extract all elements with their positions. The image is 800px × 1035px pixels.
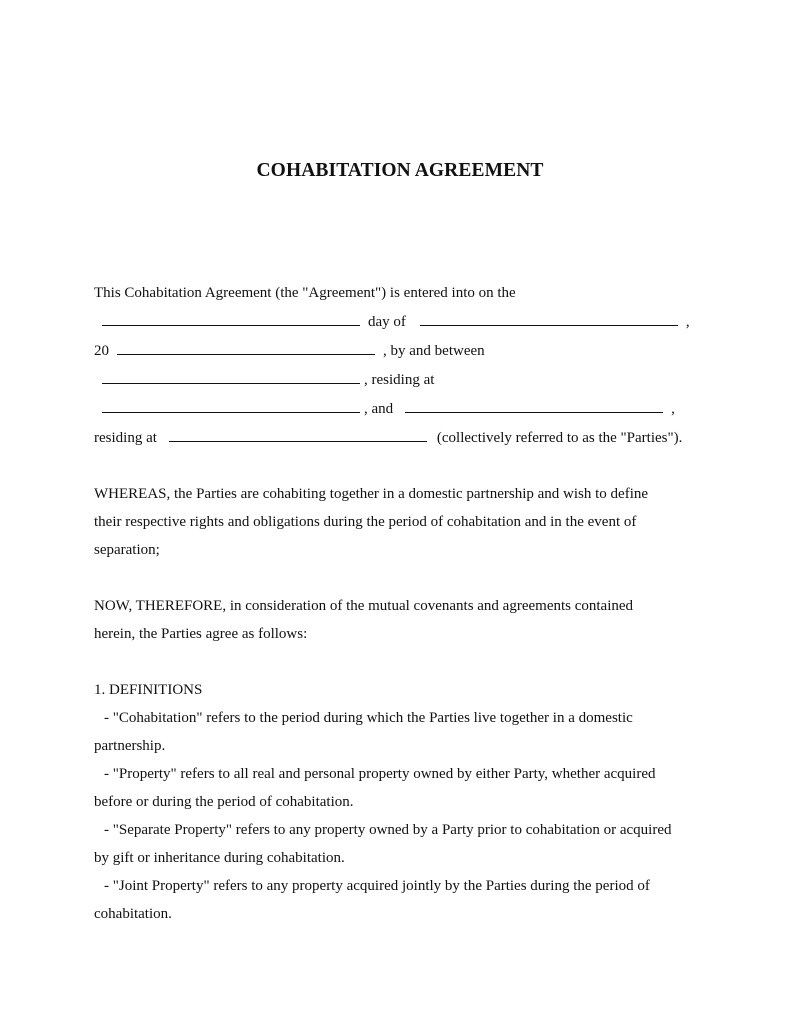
party1-address-blank[interactable] [102, 400, 360, 413]
year-prefix: 20 [94, 343, 109, 359]
definition-line: before or during the period of cohabitation. [94, 794, 354, 810]
party1-name-blank[interactable] [102, 371, 360, 384]
party2-residence-line [94, 428, 682, 448]
date-line [102, 312, 690, 332]
year-blank[interactable] [117, 342, 375, 355]
whereas-line: separation; [94, 542, 160, 558]
by-and-between-label: , by and between [383, 343, 485, 359]
party1-line [102, 370, 434, 390]
definition-line: - "Joint Property" refers to any property acquired jointly by the Parties during the period of [104, 878, 650, 894]
definition-line: - "Cohabitation" refers to the period during which the Parties live together in a domestic [104, 710, 633, 726]
definition-line: - "Property" refers to all real and personal property owned by either Party, whether acquired [104, 766, 656, 782]
section-heading: 1. DEFINITIONS [94, 682, 203, 698]
definition-line: - "Separate Property" refers to any property owned by a Party prior to cohabitation or acquired [104, 822, 672, 838]
party2-address-blank[interactable] [169, 429, 427, 442]
day-of-label: day of [368, 314, 406, 330]
party2-name-blank[interactable] [405, 400, 663, 413]
residing-at-label-2: residing at [94, 430, 157, 446]
definition-line: partnership. [94, 738, 166, 754]
comma-label-2: , [671, 401, 675, 417]
year-line [94, 341, 485, 361]
party2-line [102, 399, 675, 419]
document-title: COHABITATION AGREEMENT [256, 160, 544, 181]
now-therefore-line: NOW, THEREFORE, in consideration of the mutual covenants and agreements contained [94, 598, 634, 614]
residing-at-label-1: , residing at [364, 372, 435, 388]
whereas-line: their respective rights and obligations during the period of cohabitation and in the event of [94, 514, 637, 530]
day-blank[interactable] [102, 313, 360, 326]
intro-text: This Cohabitation Agreement (the "Agreement") is entered into on the [94, 285, 516, 301]
comma-label: , [685, 314, 690, 330]
whereas-line: WHEREAS, the Parties are cohabiting together in a domestic partnership and wish to define [94, 486, 649, 502]
now-therefore-line: herein, the Parties agree as follows: [94, 626, 308, 642]
month-blank[interactable] [420, 313, 678, 326]
collectively-label: (collectively referred to as the "Parties"). [436, 430, 683, 446]
definition-line: cohabitation. [94, 906, 172, 922]
and-label: , and [364, 401, 394, 417]
definition-line: by gift or inheritance during cohabitation. [94, 850, 345, 866]
